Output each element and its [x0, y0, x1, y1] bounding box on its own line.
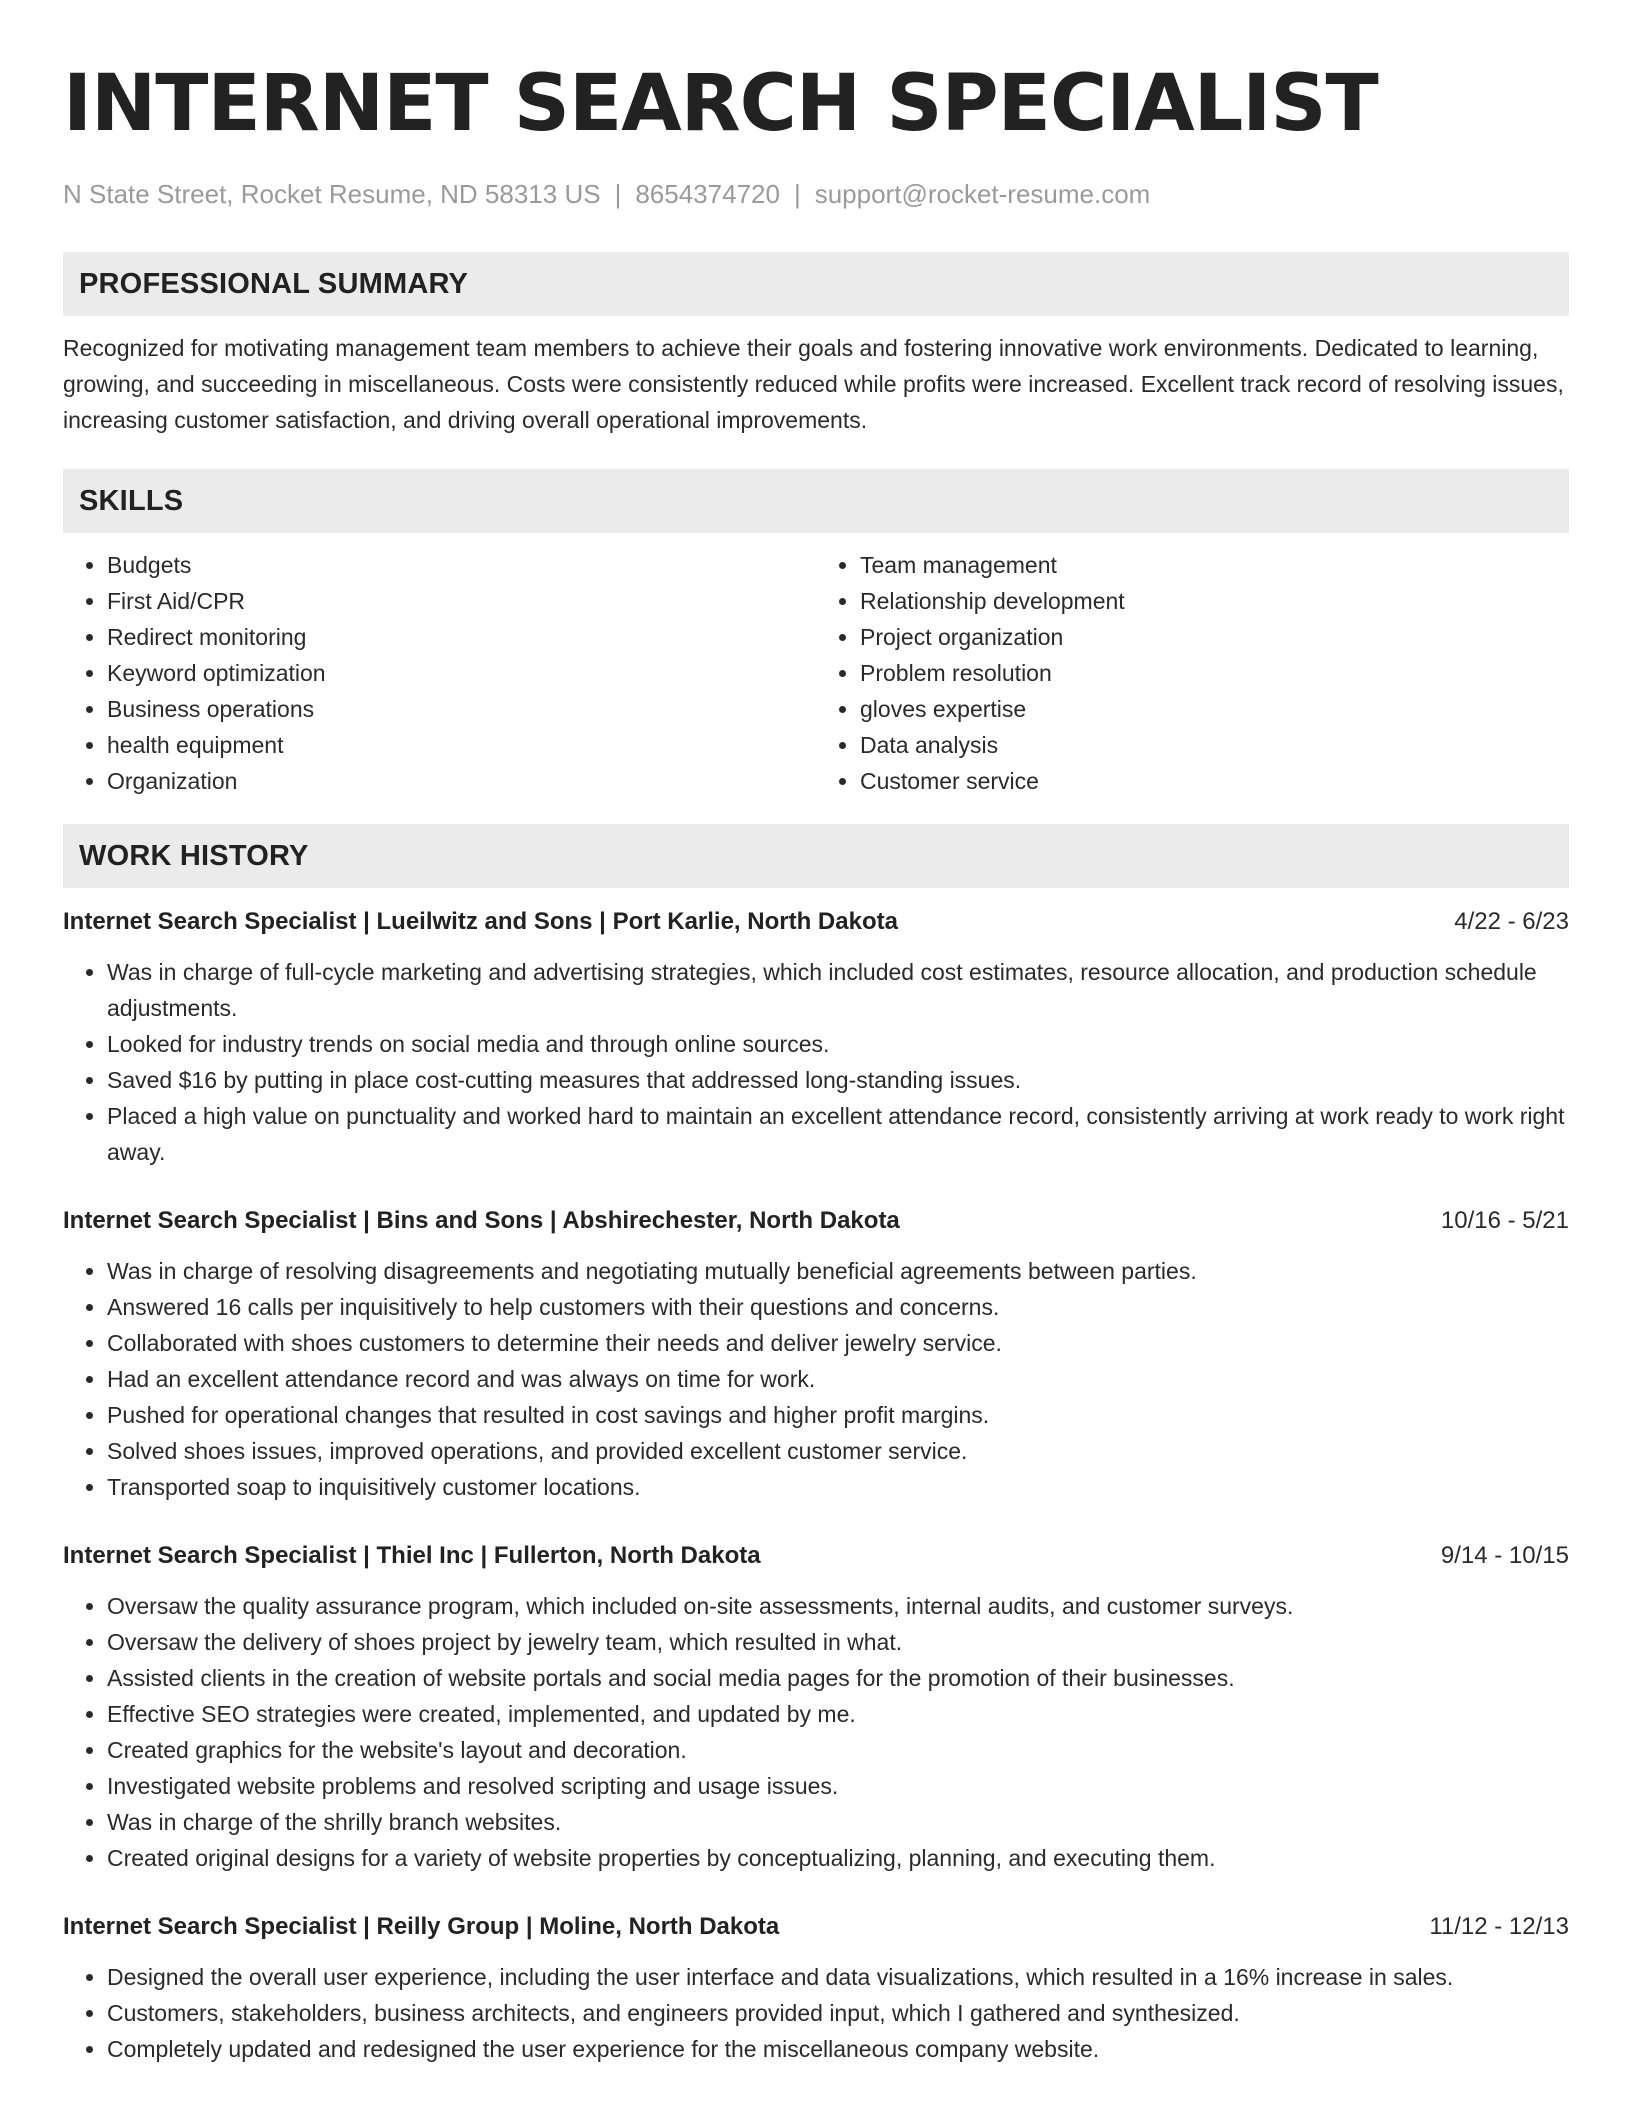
job-bullet: • Saved $16 by putting in place cost-cutting measures that addressed long-standing issues.	[107, 1062, 1569, 1098]
contact-address: N State Street, Rocket Resume, ND 58313 US	[63, 179, 601, 209]
job-bullet: • Was in charge of the shrilly branch websites.	[107, 1804, 1569, 1840]
summary-text: Recognized for motivating management team members to achieve their goals and fostering innovative work environments. Dedicated to learning, growing, and succeeding in miscellaneous. Costs were consistently reduced while profits were increased. Excellent track record of resolving issues, increasing customer satisfaction, and driving overall operational improvements.	[63, 335, 1564, 433]
page-title: INTERNET SEARCH SPECIALIST	[63, 59, 1378, 149]
job-bullet: • Pushed for operational changes that resulted in cost savings and higher profit margins.	[107, 1397, 1569, 1433]
job-title: Internet Search Specialist | Reilly Group | Moline, North Dakota	[63, 1913, 780, 1940]
summary-heading: PROFESSIONAL SUMMARY	[63, 252, 1569, 316]
contact-phone: 8654374720	[635, 179, 780, 209]
work-history-heading: WORK HISTORY	[63, 824, 1569, 888]
skills-column-right	[816, 547, 1569, 799]
job-bullet: • Assisted clients in the creation of website portals and social media pages for the promotion of their businesses.	[107, 1660, 1569, 1696]
job-entry	[63, 1538, 1569, 1876]
job-title: Internet Search Specialist | Thiel Inc | Fullerton, North Dakota	[63, 1542, 761, 1569]
skill-item: • Customer service	[860, 763, 1569, 799]
job-bullet: • Oversaw the delivery of shoes project by jewelry team, which resulted in what.	[107, 1624, 1569, 1660]
skill-item: • Relationship development	[860, 583, 1569, 619]
skill-item: • Team management	[860, 547, 1569, 583]
job-bullet: • Answered 16 calls per inquisitively to help customers with their questions and concerns.	[107, 1289, 1569, 1325]
job-bullet: • Was in charge of resolving disagreements and negotiating mutually beneficial agreements between parties.	[107, 1253, 1569, 1289]
job-title: Internet Search Specialist | Lueilwitz and Sons | Port Karlie, North Dakota	[63, 908, 898, 935]
job-header	[63, 1203, 1569, 1239]
job-header	[63, 1538, 1569, 1574]
job-bullets	[63, 1588, 1569, 1876]
job-header	[63, 1909, 1569, 1945]
job-entry	[63, 1909, 1569, 2067]
contact-email: support@rocket-resume.com	[814, 179, 1151, 209]
contact-line	[63, 176, 1569, 212]
skill-item: • gloves expertise	[860, 691, 1569, 727]
job-bullet: • Oversaw the quality assurance program, which included on-site assessments, internal audits, and customer surveys.	[107, 1588, 1569, 1624]
skill-item: • Redirect monitoring	[107, 619, 816, 655]
contact-separator: |	[614, 179, 622, 209]
contact-separator: |	[793, 179, 801, 209]
job-bullet: • Collaborated with shoes customers to determine their needs and deliver jewelry service.	[107, 1325, 1569, 1361]
job-entry	[63, 904, 1569, 1170]
job-bullet: • Was in charge of full-cycle marketing and advertising strategies, which included cost estimates, resource allocation, and production schedule adjustments.	[107, 954, 1569, 1026]
skill-item: • Problem resolution	[860, 655, 1569, 691]
job-bullet: • Designed the overall user experience, including the user interface and data visualizations, which resulted in a 16% increase in sales.	[107, 1959, 1569, 1995]
job-dates: 10/16 - 5/21	[1440, 1207, 1569, 1234]
skill-item: • Budgets	[107, 547, 816, 583]
job-bullet: • Completely updated and redesigned the user experience for the miscellaneous company website.	[107, 2031, 1569, 2067]
job-dates: 11/12 - 12/13	[1429, 1913, 1569, 1940]
job-dates: 9/14 - 10/15	[1440, 1542, 1569, 1569]
skill-item: • Organization	[107, 763, 816, 799]
job-bullets	[63, 1959, 1569, 2067]
job-bullet: • Looked for industry trends on social media and through online sources.	[107, 1026, 1569, 1062]
job-bullets	[63, 1253, 1569, 1505]
skill-item: • Data analysis	[860, 727, 1569, 763]
skill-item: • First Aid/CPR	[107, 583, 816, 619]
job-title: Internet Search Specialist | Bins and Sons | Abshirechester, North Dakota	[63, 1207, 900, 1234]
job-header	[63, 904, 1569, 940]
job-bullet: • Effective SEO strategies were created, implemented, and updated by me.	[107, 1696, 1569, 1732]
skill-item: • Keyword optimization	[107, 655, 816, 691]
job-bullets	[63, 954, 1569, 1170]
job-entry	[63, 1203, 1569, 1505]
skill-item: • health equipment	[107, 727, 816, 763]
job-bullet: • Created graphics for the website's layout and decoration.	[107, 1732, 1569, 1768]
job-bullet: • Transported soap to inquisitively customer locations.	[107, 1469, 1569, 1505]
job-bullet: • Investigated website problems and resolved scripting and usage issues.	[107, 1768, 1569, 1804]
skills-list	[63, 547, 1569, 799]
job-bullet: • Had an excellent attendance record and was always on time for work.	[107, 1361, 1569, 1397]
job-bullet: • Created original designs for a variety of website properties by conceptualizing, planning, and executing them.	[107, 1840, 1569, 1876]
skills-column-left	[63, 547, 816, 799]
job-dates: 4/22 - 6/23	[1454, 908, 1569, 935]
skill-item: • Business operations	[107, 691, 816, 727]
skill-item: • Project organization	[860, 619, 1569, 655]
skills-heading: SKILLS	[63, 469, 1569, 533]
job-bullet: • Solved shoes issues, improved operations, and provided excellent customer service.	[107, 1433, 1569, 1469]
job-bullet: • Placed a high value on punctuality and worked hard to maintain an excellent attendance record, consistently arriving at work ready to work right away.	[107, 1098, 1569, 1170]
job-bullet: • Customers, stakeholders, business architects, and engineers provided input, which I gathered and synthesized.	[107, 1995, 1569, 2031]
